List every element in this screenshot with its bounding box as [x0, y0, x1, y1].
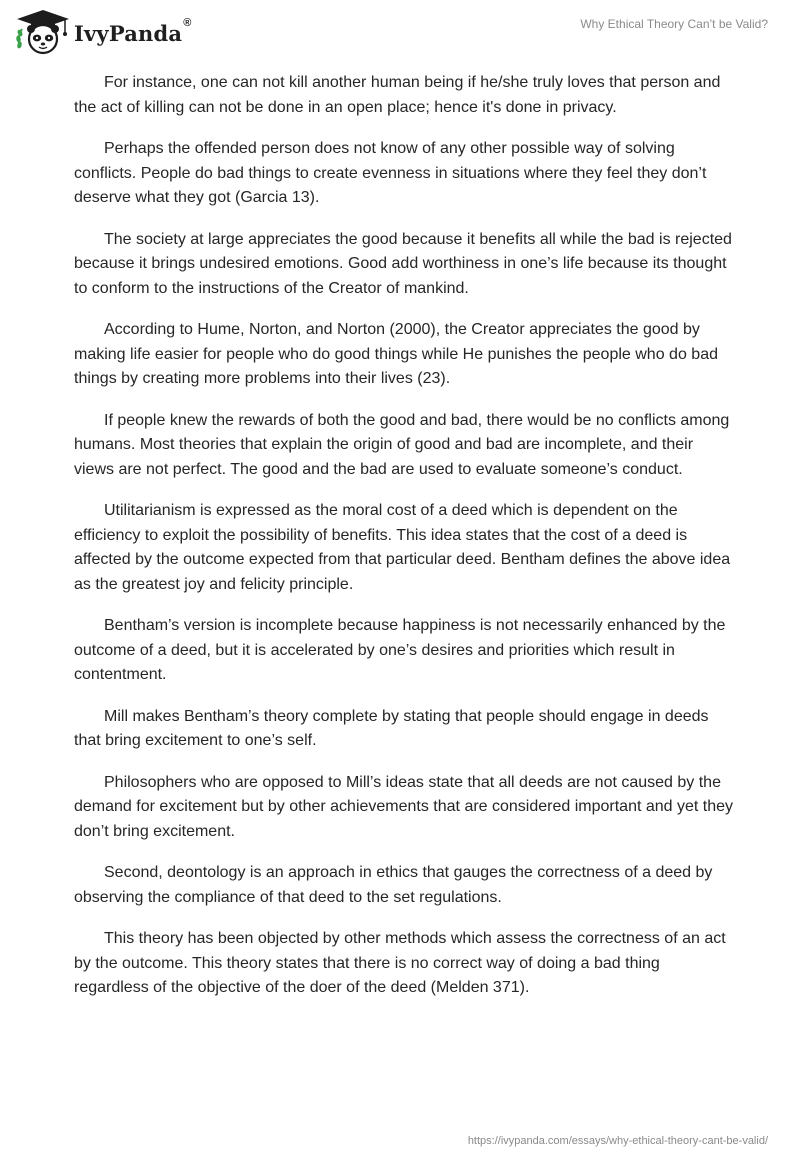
- essay-body: [74, 71, 734, 1018]
- paragraph: Perhaps the offended person does not know of any other possible way of solving conflicts. People do bad things to create evenness in situations where they feel they don’t deserve what they got (Garcia 13).: [74, 140, 707, 206]
- page-header: [0, 0, 800, 60]
- registered-mark: ®: [183, 17, 192, 29]
- paragraph: Philosophers who are opposed to Mill’s ideas state that all deeds are not caused by the demand for excitement but by other achievements that are considered important and yet they don’t bring excitement.: [74, 773, 734, 840]
- paragraph: Bentham’s version is incomplete because happiness is not necessarily enhanced by the outcome of a deed, but it is accelerated by one’s desires and priorities which result in contentment.: [74, 617, 726, 683]
- paragraph: Utilitarianism is expressed as the moral cost of a deed which is dependent on the efficiency to exploit the possibility of benefits. This idea states that the cost of a deed is affected by the outcome expected from that particular deed. Bentham defines the above idea as the greatest joy and felicity principle.: [74, 502, 731, 593]
- source-url[interactable]: https://ivypanda.com/essays/why-ethical-theory-cant-be-valid/: [467, 1135, 768, 1147]
- ivypanda-logo[interactable]: [14, 9, 191, 55]
- paragraph: For instance, one can not kill another human being if he/she truly loves that person and the act of killing can not be done in an open place; hence it's done in privacy.: [74, 74, 721, 116]
- brand-name: IvyPanda: [74, 20, 183, 46]
- paragraph: Second, deontology is an approach in ethics that gauges the correctness of a deed by observing the compliance of that deed to the set regulations.: [74, 864, 713, 906]
- paragraph: This theory has been objected by other methods which assess the correctness of an act by the outcome. This theory states that there is no correct way of doing a bad thing regardless of the objective of the doer of the deed (Melden 371).: [74, 930, 726, 996]
- paragraph: Mill makes Bentham’s theory complete by stating that people should engage in deeds that bring excitement to one’s self.: [74, 707, 709, 749]
- document-title: Why Ethical Theory Can’t be Valid?: [580, 17, 768, 31]
- paragraph: The society at large appreciates the good because it benefits all while the bad is rejected because it brings undesired emotions. Good add worthiness in one’s life because its thought to conform to the instructions of the Creator of mankind.: [74, 230, 732, 297]
- paragraph: According to Hume, Norton, and Norton (2000), the Creator appreciates the good by making life easier for people who do good things while He punishes the people who do bad things by creating more problems into their lives (23).: [74, 321, 718, 387]
- panda-graduate-icon: [14, 9, 72, 55]
- paragraph: If people knew the rewards of both the good and bad, there would be no conflicts among humans. Most theories that explain the origin of good and bad are incomplete, and their views are not perfect. The good and the bad are used to evaluate someone’s conduct.: [74, 411, 730, 478]
